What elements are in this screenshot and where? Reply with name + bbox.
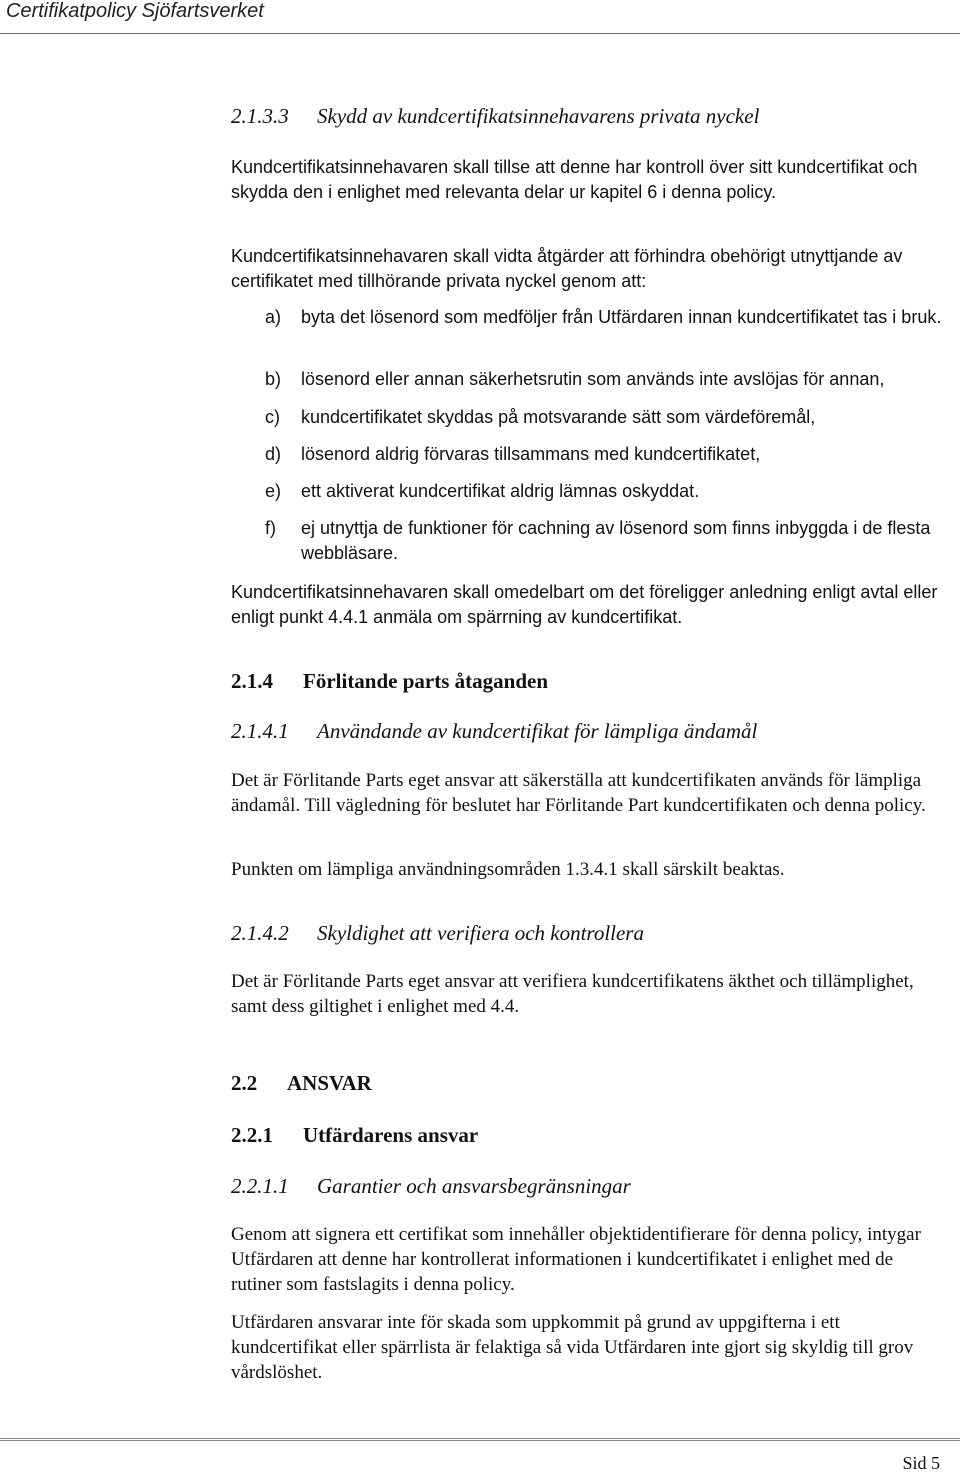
heading-2-2 xyxy=(231,1070,956,1096)
list-item-text: byta det lösenord som medföljer från Utfärdaren innan kundcertifikatet tas i bruk. xyxy=(301,307,942,327)
footer-divider xyxy=(0,1438,960,1441)
list-item xyxy=(265,442,960,467)
heading-number: 2.2.1.1 xyxy=(231,1174,289,1198)
list-item-label: b) xyxy=(265,369,282,389)
list-item-text: lösenord aldrig förvaras tillsammans med kundcertifikatet, xyxy=(301,444,761,464)
heading-number: 2.1.3.3 xyxy=(231,104,289,128)
heading-title: ANSVAR xyxy=(287,1071,372,1095)
list-item-text: lösenord eller annan säkerhetsrutin som används inte avslöjas för annan, xyxy=(301,369,885,389)
paragraph: Utfärdaren ansvarar inte för skada som uppkommit på grund av uppgifterna i ett kundcertifikat eller spärrlista är felaktiga så vida Utfärdaren inte gjort sig skyldig till grov vårdslöshet. xyxy=(231,1312,914,1383)
list-item xyxy=(265,405,960,430)
page-number: Sid 5 xyxy=(902,1453,940,1473)
paragraph: Kundcertifikatsinnehavaren skall tillse att denne har kontroll över sitt kundcertifikat och skydda den i enlighet med relevanta delar ur kapitel 6 i denna policy. xyxy=(231,157,918,202)
paragraph: Kundcertifikatsinnehavaren skall omedelbart om det föreligger anledning enligt avtal eller enligt punkt 4.4.1 anmäla om spärrning av kundcertifikat. xyxy=(231,582,938,627)
list-item-label: d) xyxy=(265,444,282,464)
heading-title: Garantier och ansvarsbegränsningar xyxy=(317,1174,631,1198)
heading-number: 2.2 xyxy=(231,1071,258,1095)
heading-title: Utfärdarens ansvar xyxy=(303,1123,479,1147)
list-item-text: kundcertifikatet skyddas på motsvarande sätt som värdeföremål, xyxy=(301,407,816,427)
paragraph: Det är Förlitande Parts eget ansvar att säkerställa att kundcertifikaten används för lämpliga ändamål. Till vägledning för beslutet har Förlitande Part kundcertifikaten och denna policy. xyxy=(231,770,926,816)
heading-2-2-1-1 xyxy=(231,1173,956,1199)
list-item-label: c) xyxy=(265,407,280,427)
heading-2-1-4 xyxy=(231,668,956,694)
header-divider xyxy=(0,33,960,34)
list-item xyxy=(265,305,945,330)
heading-2-2-1 xyxy=(231,1122,956,1148)
heading-number: 2.1.4 xyxy=(231,669,273,693)
list-item xyxy=(265,367,960,392)
list-item-label: f) xyxy=(265,518,276,538)
paragraph: Genom att signera ett certifikat som innehåller objektidentifierare för denna policy, intygar Utfärdaren att denne har kontrollerat informationen i kundcertifikatet i enlighet med de rutiner som fastslagits i denna policy. xyxy=(231,1224,921,1295)
paragraph: Kundcertifikatsinnehavaren skall vidta åtgärder att förhindra obehörigt utnyttjande av certifikatet med tillhörande privata nyckel genom att: xyxy=(231,246,903,291)
paragraph: Det är Förlitande Parts eget ansvar att verifiera kundcertifikatens äkthet och tillämplighet, samt dess giltighet i enlighet med 4.4. xyxy=(231,971,914,1017)
heading-2-1-3-3 xyxy=(231,103,956,129)
list-item xyxy=(265,516,960,566)
list-item-text: ej utnyttja de funktioner för cachning av lösenord som finns inbyggda i de flesta webbläsare. xyxy=(301,518,931,563)
heading-number: 2.2.1 xyxy=(231,1123,273,1147)
heading-title: Skyldighet att verifiera och kontrollera xyxy=(317,921,644,945)
paragraph: Punkten om lämpliga användningsområden 1.3.4.1 skall särskilt beaktas. xyxy=(231,859,785,880)
heading-title: Användande av kundcertifikat för lämpliga ändamål xyxy=(317,719,758,743)
heading-2-1-4-1 xyxy=(231,718,956,744)
heading-title: Förlitande parts åtaganden xyxy=(303,669,549,693)
document-title: Certifikatpolicy Sjöfartsverket xyxy=(6,0,264,22)
list-item-label: a) xyxy=(265,307,282,327)
heading-title: Skydd av kundcertifikatsinnehavarens privata nyckel xyxy=(317,104,760,128)
list-item-text: ett aktiverat kundcertifikat aldrig lämnas oskyddat. xyxy=(301,481,700,501)
heading-2-1-4-2 xyxy=(231,920,956,946)
heading-number: 2.1.4.2 xyxy=(231,921,289,945)
heading-number: 2.1.4.1 xyxy=(231,719,289,743)
list-item xyxy=(265,479,960,504)
list-item-label: e) xyxy=(265,481,282,501)
